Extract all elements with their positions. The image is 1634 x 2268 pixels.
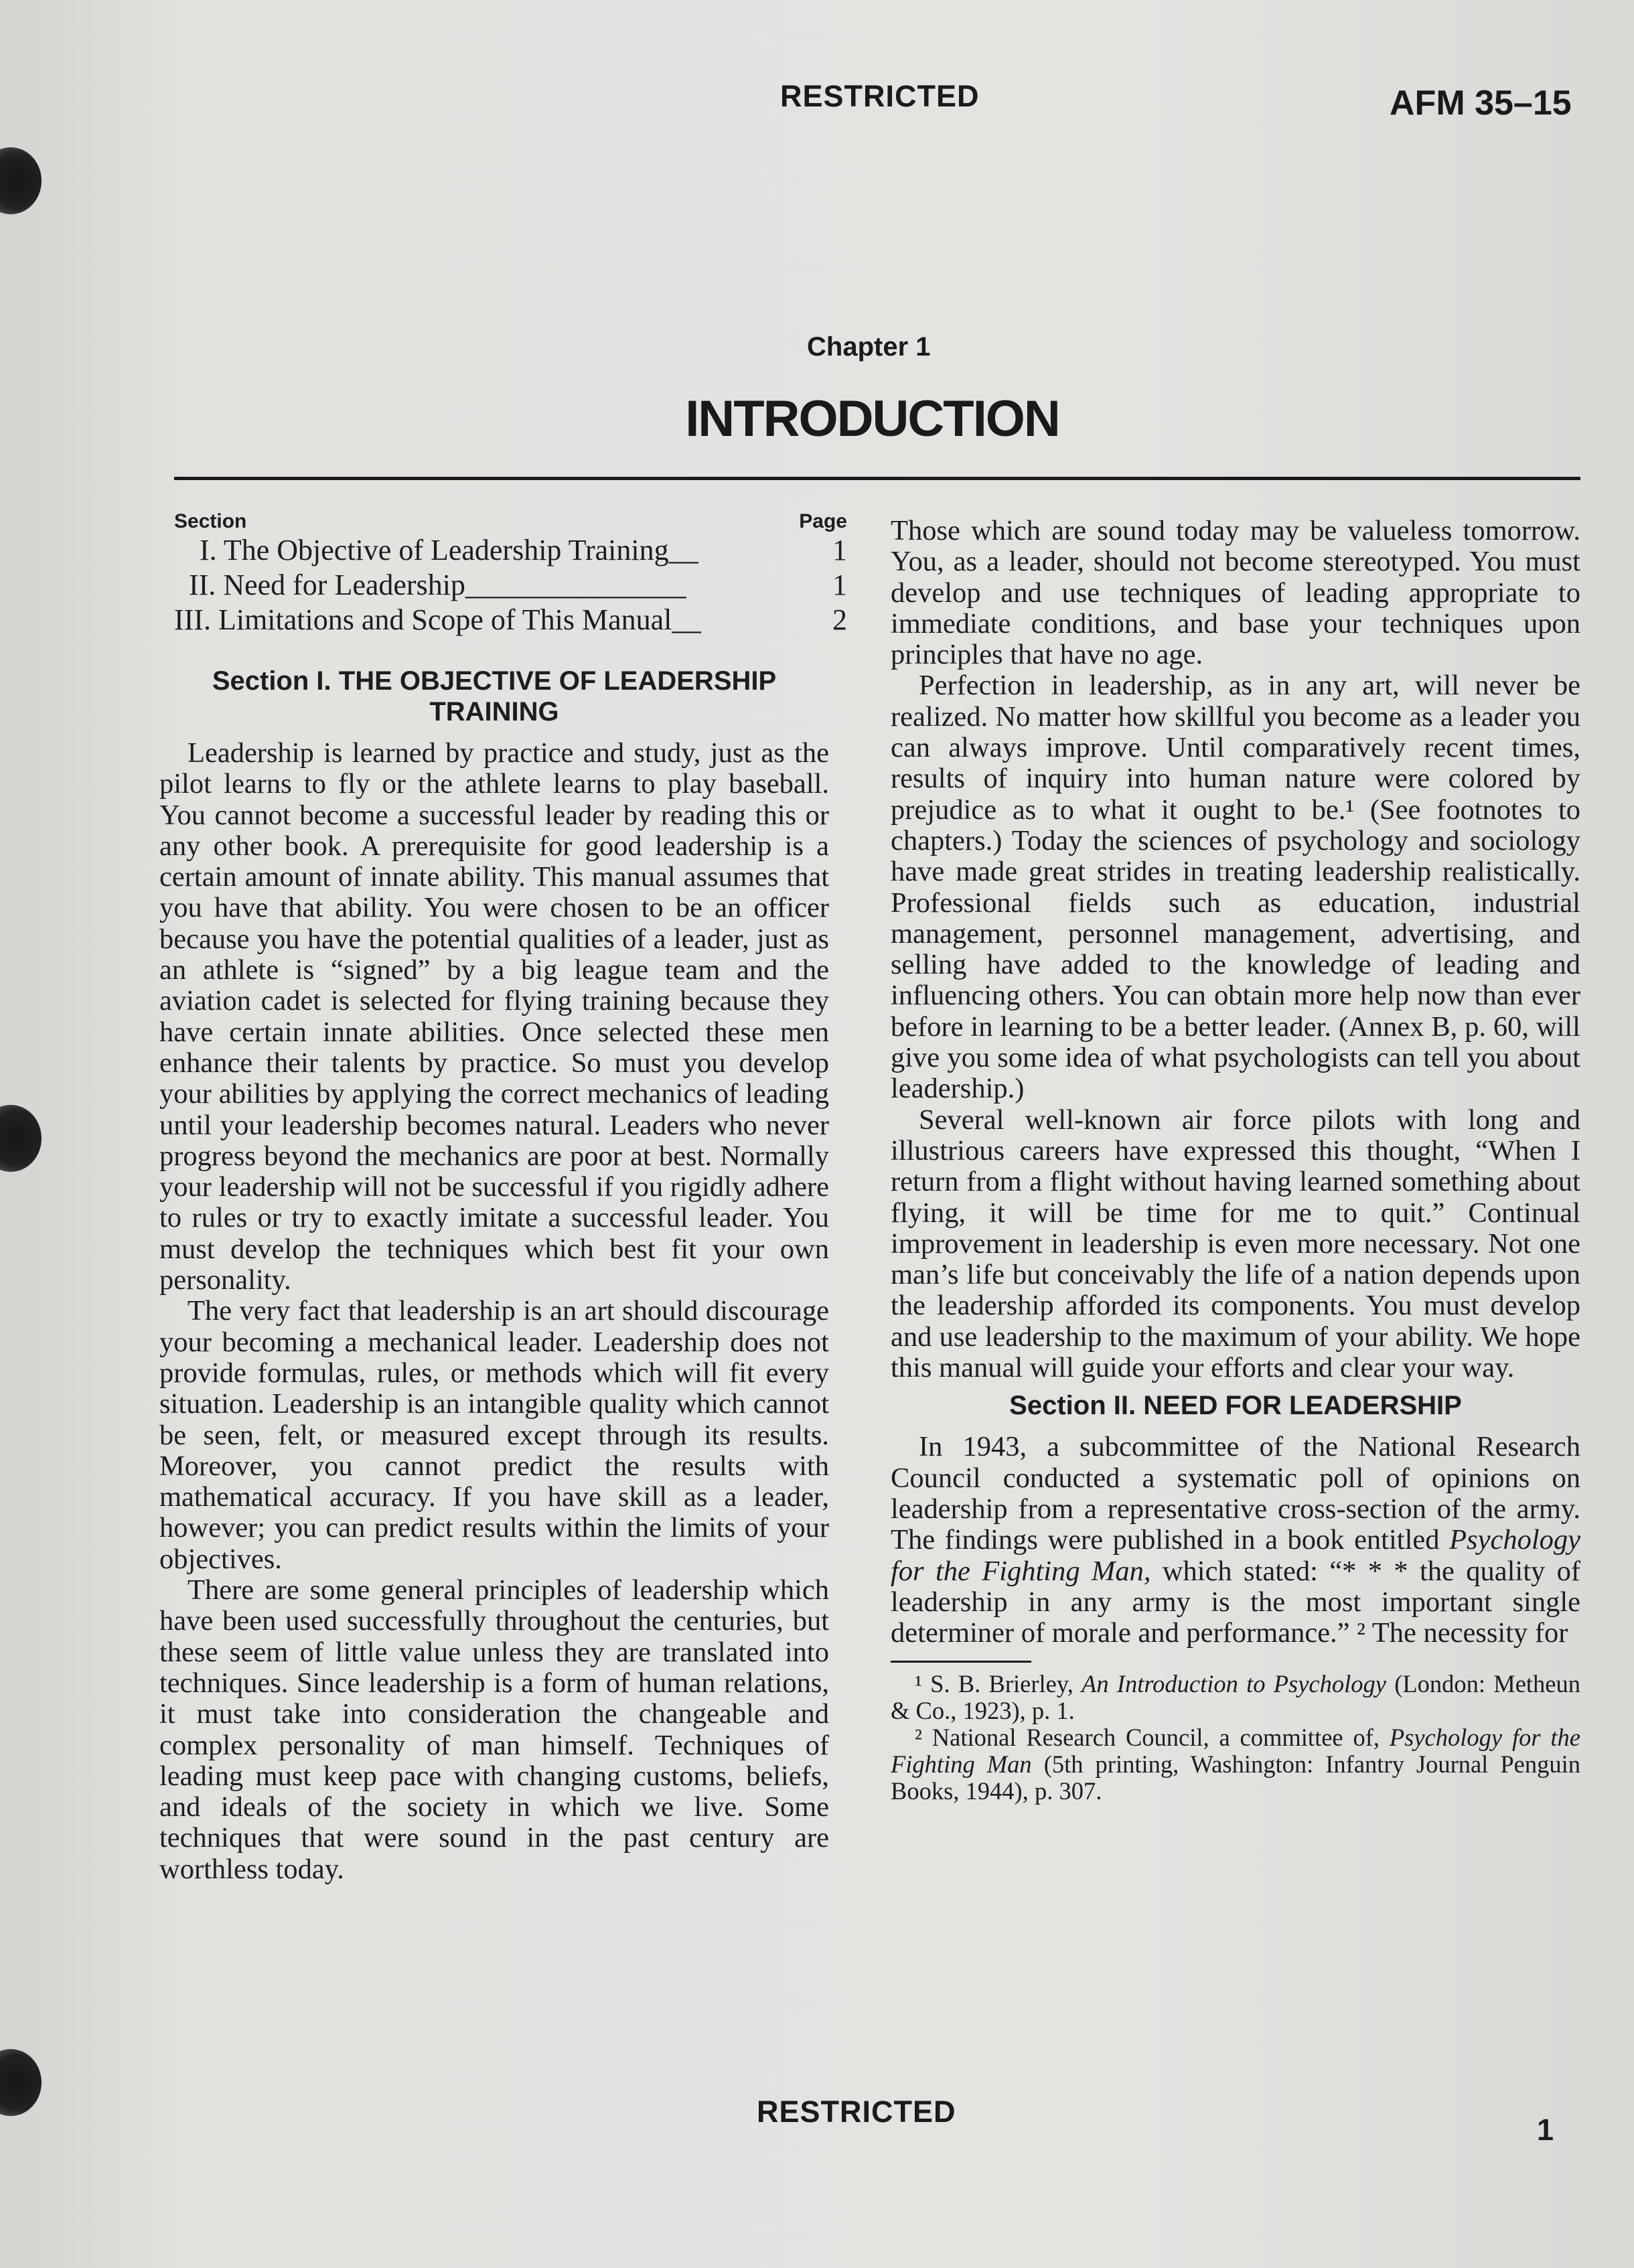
- toc-leader: __: [672, 603, 702, 636]
- text: In 1943, a subcommittee of the National Research Council conducted a systematic poll of opinions on leadership from a representative cross-section of the army. The findings were published in a book entitled: [891, 1431, 1580, 1556]
- text: ¹ S. B. Brierley,: [915, 1670, 1082, 1698]
- toc-num: I.: [200, 534, 217, 566]
- toc-title: Limitations and Scope of This Manual: [218, 603, 672, 636]
- toc-title: Need for Leadership: [223, 569, 465, 601]
- book-title: Psychology for the Fighting Man: [891, 1724, 1580, 1779]
- paragraph: Leadership is learned by practice and study, just as the pilot learns to fly or the athlete learns to play baseball. You cannot become a successful leader by reading this or any other book. A prerequisite for good leadership is a certain amount of innate ability. This manual assumes that you have that ability. You were chosen to be an officer because you have the potential qualities of a leader, just as an athlete is “signed” by a big league team and the aviation cadet is selected for flying training because they have certain innate abilities. Once selected these men enhance their talents by practice. So must you develop your abilities by applying the correct mechanics of leading until your leadership becomes natural. Leaders who never progress beyond the mechanics are poor at best. Normally your leadership will not be successful if you rigidly adhere to rules or try to exactly imitate a successful leader. You must develop the techniques which best fit your own personality.: [159, 737, 829, 1296]
- paragraph: Those which are sound today may be valueless tomorrow. You, as a leader, should not become stereotyped. You must develop and use techniques of leading appropriate to immediate conditions, and base your techniques upon principles that have no age.: [891, 515, 1580, 671]
- document-id: AFM 35–15: [1390, 84, 1572, 123]
- footnotes: [891, 1671, 1580, 1805]
- right-column: [891, 516, 1580, 1805]
- book-title: Psychology for the Fighting Man,: [891, 1524, 1580, 1587]
- toc-row: [174, 568, 847, 603]
- toc-header: [174, 510, 847, 533]
- toc-num: III.: [174, 603, 211, 636]
- left-column: [159, 659, 829, 1885]
- section-heading-line: Section I. THE OBJECTIVE OF LEADERSHIP: [212, 666, 777, 696]
- chapter-title: INTRODUCTION: [685, 390, 1059, 447]
- section-2-heading: Section II. NEED FOR LEADERSHIP: [1009, 1391, 1462, 1421]
- punch-hole: [0, 2049, 42, 2116]
- page-number: 1: [1537, 2113, 1554, 2147]
- paragraph: Perfection in leadership, as in any art, will never be realized. No matter how skillful you become as a leader you can always improve. Until comparatively recent times, results of inquiry into human nature were colored by prejudice as to what it ought to be.¹ (See footnotes to chapters.) Today the sciences of psychology and sociology have made great strides in treating leadership realistically. Professional fields such as education, industrial management, personnel management, advertising, and selling have added to the knowledge of leading and influencing others. You can obtain more help now than ever before in learning to be a better leader. (Annex B, p. 60, will give you some idea of what psychologists can tell you about leadership.): [891, 670, 1580, 1105]
- toc-row: [174, 603, 847, 637]
- punch-hole: [0, 147, 42, 214]
- text: (London: Metheun & Co., 1923), p. 1.: [891, 1670, 1580, 1725]
- text: which stated: “* * * the quality of leadership in any army is the most important single determiner of morale and performance.” ² The necessity for: [891, 1555, 1580, 1649]
- section-heading-line: TRAINING: [429, 697, 559, 727]
- toc-title: The Objective of Leadership Training: [223, 534, 669, 566]
- section-1-heading: [159, 666, 829, 727]
- table-of-contents: [174, 510, 847, 637]
- toc-page: 1: [832, 534, 847, 566]
- toc-leader: __: [668, 534, 698, 566]
- toc-leader: _______________: [465, 569, 686, 601]
- toc-page: 1: [832, 569, 847, 601]
- classification-footer: RESTRICTED: [757, 2095, 956, 2129]
- toc-page-label: Page: [799, 510, 847, 532]
- toc-num: II.: [189, 569, 216, 601]
- toc-row: [174, 533, 847, 568]
- text: ² National Research Council, a committee of,: [915, 1724, 1390, 1752]
- footnote-2: [891, 1724, 1580, 1805]
- title-rule: [174, 477, 1580, 480]
- footnote-1: [891, 1671, 1580, 1724]
- paragraph: Several well-known air force pilots with long and illustrious careers have expressed this thought, “When I return from a flight without having learned something about flying, it will be time for me to quit.” Continual improvement in leadership is even more necessary. Not one man’s life but conceivably the life of a nation depends upon the leadership afforded its components. You must develop and use leadership to the maximum of your ability. We hope this manual will guide your efforts and clear your way.: [891, 1104, 1580, 1384]
- paragraph: [891, 1432, 1580, 1649]
- punch-hole: [0, 1105, 42, 1172]
- paragraph: There are some general principles of leadership which have been used successfully throughout the centuries, but these seem of little value unless they are translated into techniques. Since leadership is a form of human relations, it must take into consideration the changeable and complex personality of man himself. Techniques of leading must keep pace with changing customs, beliefs, and ideals of the society in which we live. Some techniques that were sound in the past century are worthless today.: [159, 1574, 829, 1885]
- paragraph: The very fact that leadership is an art should discourage your becoming a mechanical leader. Leadership does not provide formulas, rules, or methods which will fit every situation. Leadership is an intangible quality which cannot be seen, felt, or measured except through its results. Moreover, you cannot predict the results with mathematical accuracy. If you have skill as a leader, however; you can predict results within the limits of your objectives.: [159, 1295, 829, 1575]
- chapter-label: Chapter 1: [807, 332, 931, 362]
- toc-section-label: Section: [174, 510, 247, 532]
- toc-page: 2: [832, 603, 847, 636]
- classification-header: RESTRICTED: [780, 79, 980, 113]
- text: (5th printing, Washington: Infantry Journal Penguin Books, 1944), p. 307.: [891, 1750, 1581, 1805]
- book-title: An Introduction to Psychology: [1082, 1670, 1386, 1698]
- footnote-rule: [891, 1661, 1031, 1663]
